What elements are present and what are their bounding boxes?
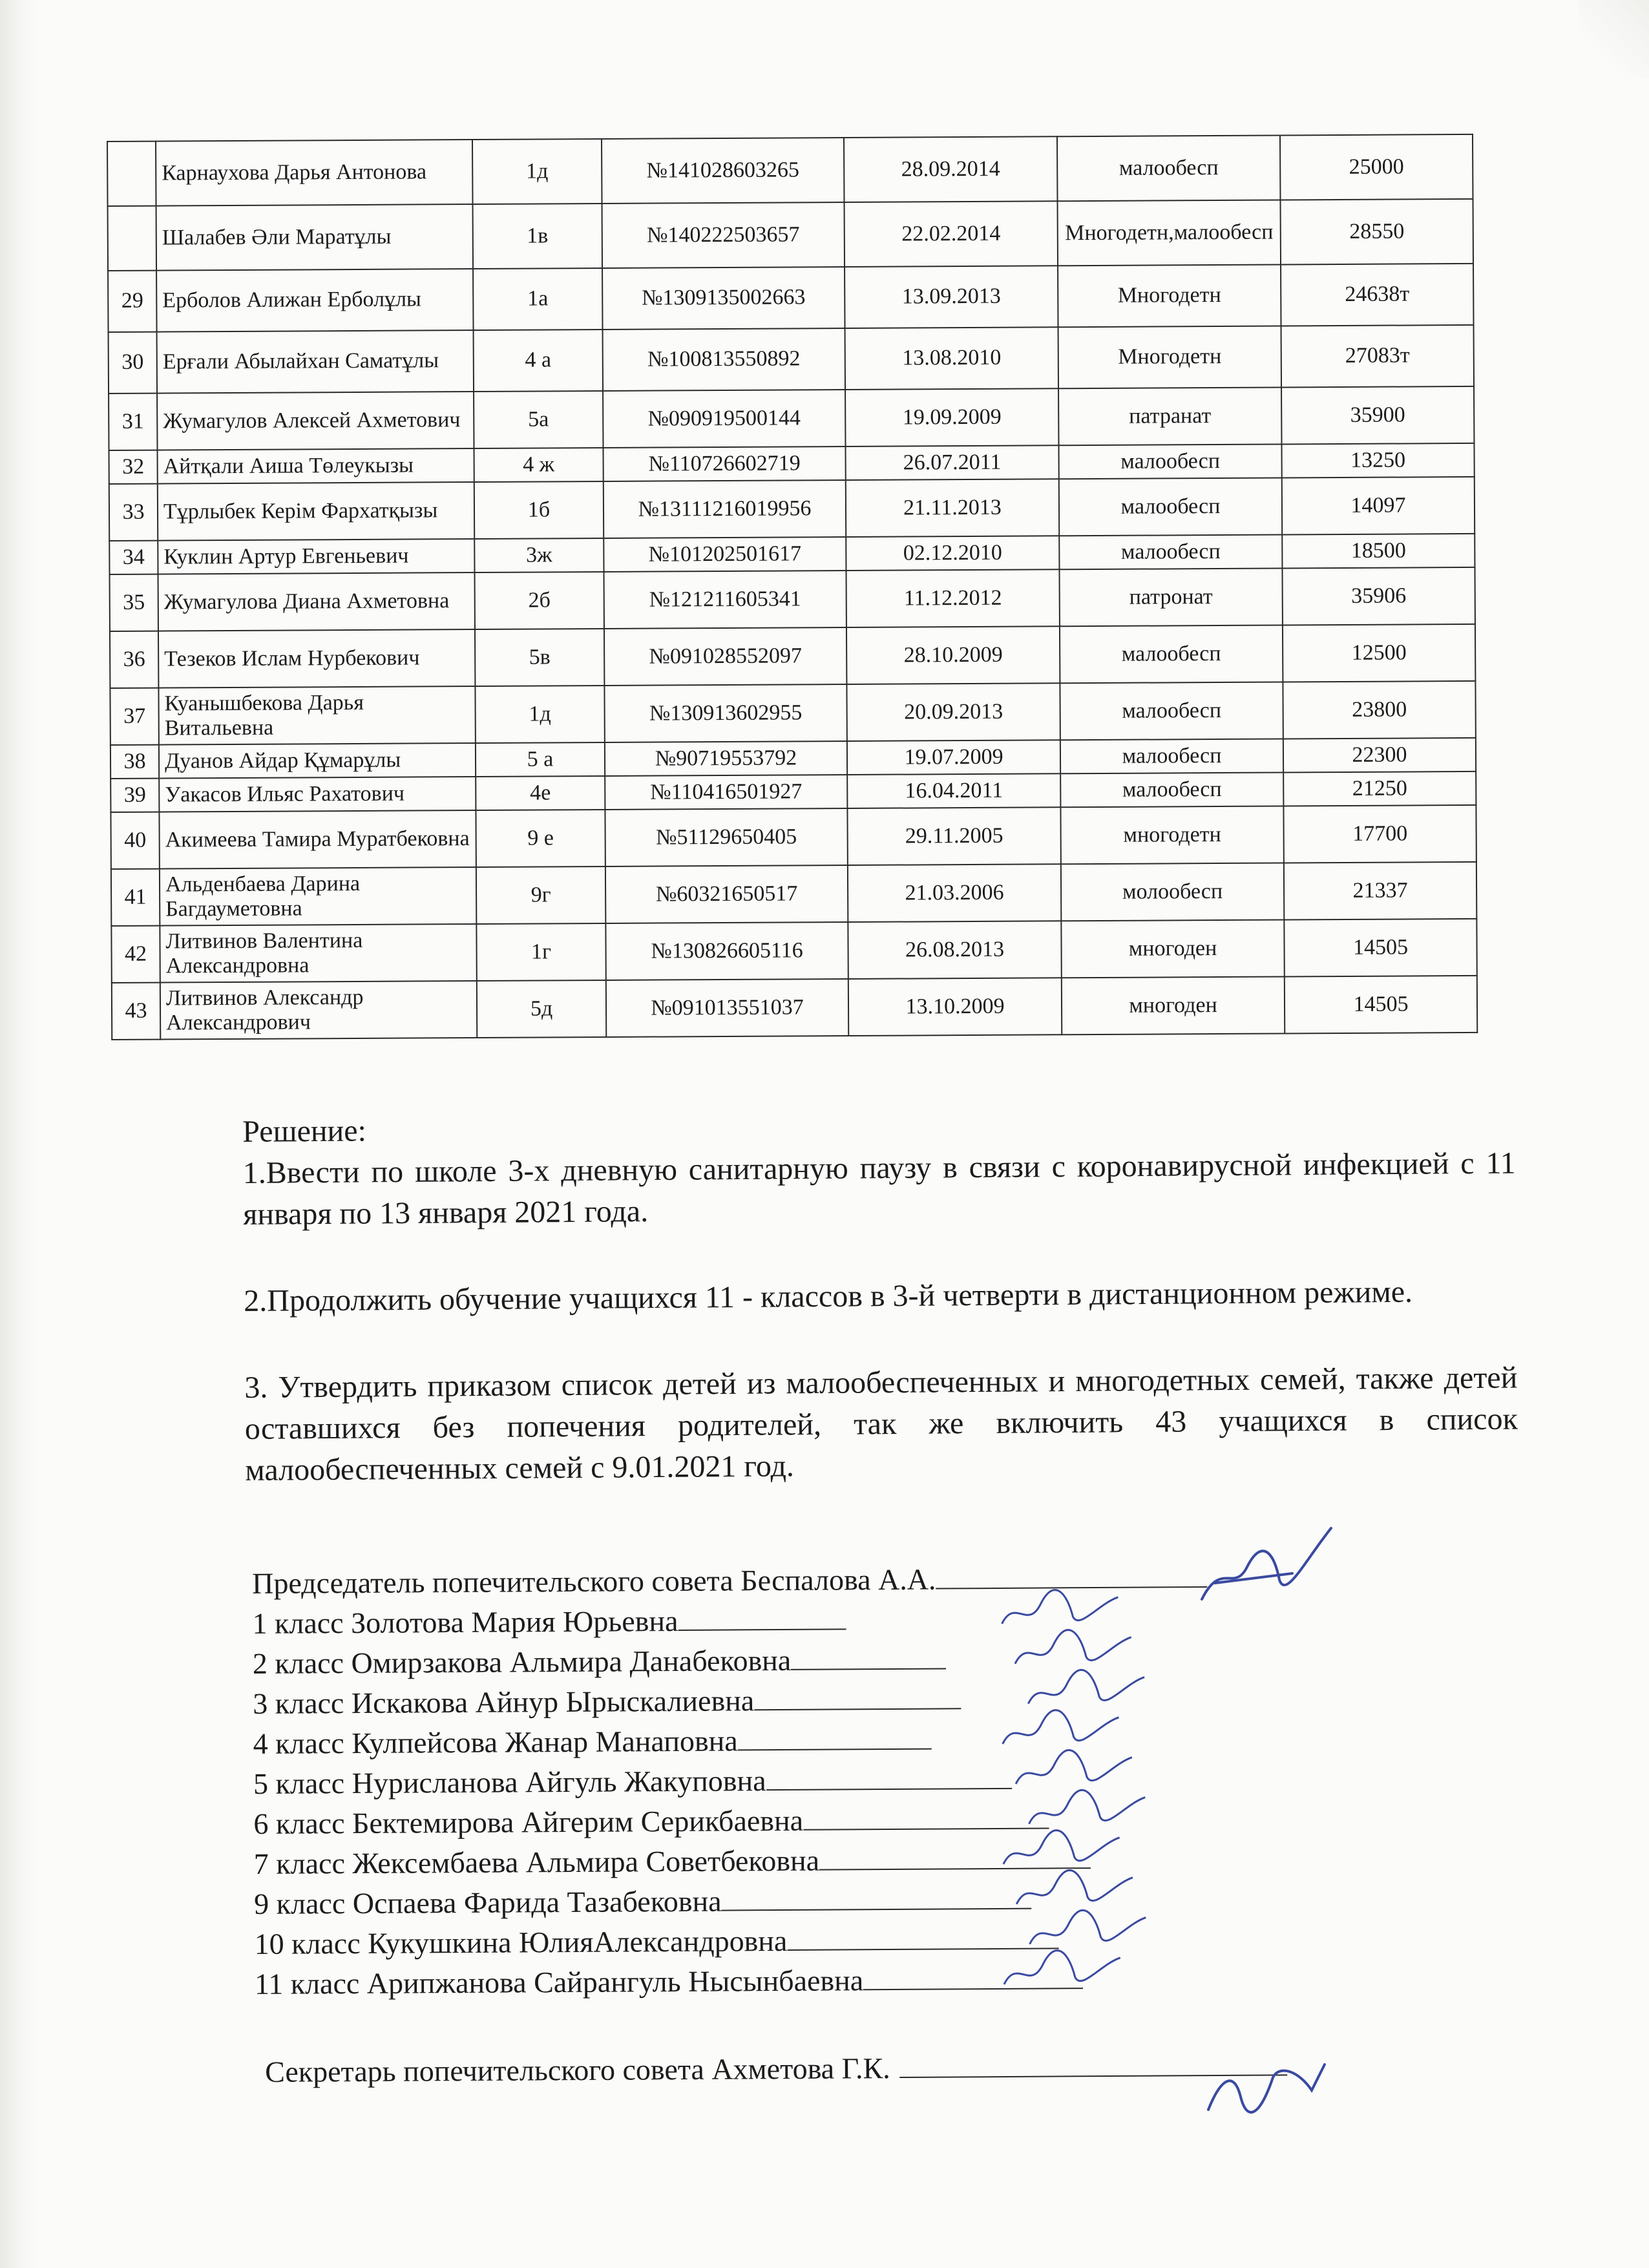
category-cell: патронат (1059, 568, 1282, 626)
secretary-signature-mark (1202, 2052, 1331, 2123)
class-cell: 1г (476, 923, 605, 981)
birth-date: 26.08.2013 (848, 921, 1061, 979)
table-row (110, 805, 1476, 869)
amount-cell: 21337 (1284, 862, 1476, 920)
class-cell: 4е (476, 776, 605, 810)
class-cell: 4 а (474, 330, 603, 392)
row-number: 32 (109, 450, 158, 484)
birth-date: 11.12.2012 (846, 569, 1059, 627)
class-cell: 1д (472, 139, 602, 204)
category-cell: многодетн (1060, 806, 1283, 864)
table-row (110, 681, 1475, 745)
member-label: 5 класс Нурисланова Айгуль Жакуповна (253, 1764, 766, 1800)
category-cell: малообесп (1058, 444, 1281, 479)
table-row (107, 134, 1473, 206)
table-row (110, 624, 1475, 688)
secretary-signature-line (265, 2048, 1287, 2089)
category-cell: Многодетн (1058, 264, 1281, 327)
row-number (107, 142, 156, 206)
document-number: №130913602955 (604, 684, 846, 742)
scan-page-edge (0, 0, 39, 2268)
row-number: 42 (111, 926, 160, 983)
amount-cell: 22300 (1283, 738, 1476, 773)
birth-date: 28.10.2009 (846, 626, 1060, 684)
student-name: Уакасов Ильяс Рахатович (159, 777, 476, 812)
document-number: №110416501927 (605, 775, 847, 810)
member-label: 9 класс Оспаева Фарида Тазабековна (254, 1884, 722, 1920)
signature-blank (766, 1763, 1011, 1790)
table-row (112, 976, 1477, 1040)
document-number: №100813550892 (603, 328, 845, 391)
signature-blank (737, 1724, 931, 1751)
class-cell: 4 ж (474, 448, 604, 482)
student-name: Карнаухова Дарья Антонова (156, 140, 473, 206)
birth-date: 13.08.2010 (845, 327, 1058, 390)
class-cell: 5д (477, 980, 606, 1038)
student-name: Куклин Артур Евгеньевич (158, 539, 474, 574)
amount-cell: 13250 (1281, 443, 1474, 478)
student-name: Литвинов Валентина Александровна (160, 924, 476, 983)
birth-date: 13.10.2009 (848, 978, 1062, 1036)
member-label: 2 класс Омирзакова Альмира Данабековна (252, 1643, 792, 1680)
birth-date: 21.11.2013 (846, 479, 1059, 537)
amount-cell: 27083т (1281, 325, 1474, 388)
row-number: 33 (109, 484, 158, 541)
birth-date: 26.07.2011 (845, 445, 1058, 480)
member-label: 4 класс Кулпейсова Жанар Манаповна (253, 1724, 738, 1760)
member-label: 1 класс Золотова Мария Юрьевна (252, 1604, 678, 1640)
row-number: 30 (109, 332, 157, 394)
document-number: №121211605341 (604, 571, 846, 629)
row-number: 31 (109, 394, 157, 450)
student-name: Дуанов Айдар Құмарұлы (159, 743, 476, 779)
table-row (109, 386, 1474, 450)
document-number: №110726602719 (603, 446, 845, 481)
student-roster-table (107, 134, 1478, 1040)
amount-cell: 21250 (1283, 772, 1476, 806)
row-number: 39 (110, 779, 159, 812)
birth-date: 02.12.2010 (846, 536, 1059, 571)
row-number: 38 (110, 745, 159, 779)
row-number: 43 (112, 983, 160, 1040)
amount-cell: 23800 (1283, 681, 1475, 739)
category-cell: Многодетн,малообесп (1058, 200, 1281, 266)
birth-date: 28.09.2014 (844, 136, 1058, 202)
document-number: №140222503657 (602, 202, 845, 268)
amount-cell: 35906 (1282, 567, 1475, 625)
class-cell: 5 а (476, 742, 605, 777)
chair-label: Председатель попечительского совета Беспалова А.А. (252, 1562, 936, 1600)
category-cell: Многодетн (1058, 326, 1281, 388)
table-row (108, 199, 1473, 271)
member-label: 10 класс Кукушкина ЮлияАлександровна (254, 1924, 788, 1960)
secretary-label: Секретарь попечительского совета Ахметова Г.К. (265, 2052, 890, 2088)
amount-cell: 14505 (1285, 976, 1477, 1034)
member-label: 11 класс Арипжанова Сайрангуль Нысынбаевна (254, 1964, 864, 2000)
document-number: №091028552097 (604, 627, 846, 686)
member-label: 3 класс Искакова Айнур Ырыскалиевна (253, 1684, 755, 1720)
amount-cell: 24638т (1281, 264, 1473, 326)
class-cell: 9 е (476, 810, 605, 867)
document-number: №51129650405 (605, 808, 847, 866)
signatures-section (252, 1556, 1547, 2004)
document-number: №101202501617 (604, 537, 846, 572)
birth-date: 21.03.2006 (848, 864, 1061, 922)
document-number: №90719553792 (605, 741, 847, 776)
amount-cell: 18500 (1282, 534, 1475, 569)
document-number: №141028603265 (602, 138, 845, 204)
birth-date: 20.09.2013 (846, 683, 1060, 741)
birth-date: 22.02.2014 (845, 201, 1058, 267)
decision-heading: Решение: (242, 1113, 367, 1149)
class-cell: 2б (475, 572, 604, 629)
signature-blank (791, 1643, 946, 1670)
chair-signature-mark (1195, 1522, 1338, 1619)
class-cell: 5в (475, 629, 604, 686)
table-row (108, 264, 1473, 332)
row-number: 41 (111, 869, 160, 926)
decision-item-3: 3. Утвердить приказом список детей из малообеспеченных и многодетных семей, также детей оставшихся без попечения родителей, так же включить 43 учащихся в список малообеспеченных семей с 9.01.2021 год. (244, 1360, 1518, 1487)
signature-blank (754, 1683, 961, 1710)
student-name: Ерғали Абылайхан Саматұлы (157, 330, 474, 394)
document-number: №60321650517 (605, 865, 848, 923)
member-signature-line (255, 1957, 1547, 2004)
birth-date: 29.11.2005 (847, 807, 1060, 865)
row-number (108, 206, 157, 271)
student-name: Тұрлыбек Керім Фархатқызы (158, 482, 474, 541)
category-cell: малообесп (1060, 682, 1283, 740)
member-signature-mark (998, 1945, 1127, 1997)
class-cell: 3ж (474, 538, 604, 572)
decision-section (242, 1102, 1518, 1491)
scan-corner-fold (1578, 0, 1649, 78)
document-number: №13111216019956 (604, 480, 846, 538)
row-number: 36 (110, 631, 158, 688)
member-label: 6 класс Бектемирова Айгерим Серикбаевна (253, 1803, 804, 1840)
birth-date: 13.09.2013 (845, 266, 1058, 328)
student-name: Тезеков Ислам Нурбекович (158, 629, 475, 688)
class-cell: 9г (476, 866, 605, 924)
student-name: Жумагулова Диана Ахметовна (158, 572, 475, 631)
decision-item-1: 1.Ввести по школе 3-х дневную санитарную паузу в связи с коронавирусной инфекцией с 11 января по 13 января 2021 года. (242, 1146, 1516, 1232)
amount-cell: 17700 (1283, 805, 1476, 863)
student-name: Шалабев Әли Маратұлы (156, 204, 474, 271)
table-row (110, 567, 1475, 631)
student-name: Куанышбекова Дарья Витальевна (158, 686, 475, 745)
row-number: 40 (110, 812, 159, 869)
category-cell: малообесп (1057, 135, 1281, 201)
row-number: 35 (110, 574, 158, 631)
signature-blank (721, 1884, 1031, 1911)
class-cell: 1в (473, 204, 603, 269)
member-label: 7 класс Жексембаева Альмира Советбековна (253, 1843, 820, 1880)
table-row (109, 477, 1475, 541)
class-cell: 1д (475, 686, 604, 743)
category-cell: малообесп (1060, 772, 1283, 807)
amount-cell: 25000 (1280, 134, 1473, 200)
category-cell: малообесп (1059, 478, 1282, 536)
decision-item-2: 2.Продолжить обучение учащихся 11 - классов в 3-й четверти в дистанционном режиме. (244, 1274, 1413, 1318)
category-cell: малообесп (1059, 534, 1282, 569)
amount-cell: 14097 (1282, 477, 1475, 535)
signature-blank (678, 1604, 846, 1631)
table-row (109, 325, 1474, 394)
row-number: 29 (108, 271, 156, 332)
student-name: Литвинов Александр Александрович (160, 981, 477, 1040)
row-number: 34 (109, 541, 158, 574)
birth-date: 19.09.2009 (845, 388, 1058, 446)
document-number: №090919500144 (603, 390, 845, 448)
amount-cell: 35900 (1281, 386, 1474, 445)
category-cell: молообесп (1061, 863, 1284, 921)
category-cell: малообесп (1060, 739, 1283, 773)
category-cell: малообесп (1060, 625, 1283, 683)
category-cell: многоден (1062, 976, 1285, 1034)
category-cell: патранат (1058, 387, 1281, 445)
class-cell: 1а (473, 268, 602, 330)
student-name: Акимеева Тамира Муратбековна (159, 810, 476, 869)
class-cell: 5а (474, 391, 603, 448)
amount-cell: 12500 (1283, 624, 1475, 682)
amount-cell: 28550 (1281, 199, 1474, 265)
table-row (111, 862, 1476, 926)
category-cell: многоден (1061, 919, 1284, 978)
row-number: 37 (110, 688, 158, 745)
document-number: №1309135002663 (602, 267, 845, 330)
student-name: Ерболов Алижан Ерболұлы (156, 269, 473, 332)
student-name: Айтқали Аиша Төлеукызы (158, 448, 474, 484)
student-name: Альденбаева Дарина Багдауметовна (160, 867, 476, 926)
birth-date: 16.04.2011 (847, 773, 1060, 808)
table-row (111, 919, 1476, 983)
class-cell: 1б (474, 481, 604, 539)
birth-date: 19.07.2009 (847, 740, 1060, 775)
document-number: №091013551037 (606, 979, 848, 1037)
document-number: №130826605116 (605, 922, 848, 980)
amount-cell: 14505 (1284, 919, 1476, 977)
student-name: Жумагулов Алексей Ахметович (157, 392, 474, 450)
